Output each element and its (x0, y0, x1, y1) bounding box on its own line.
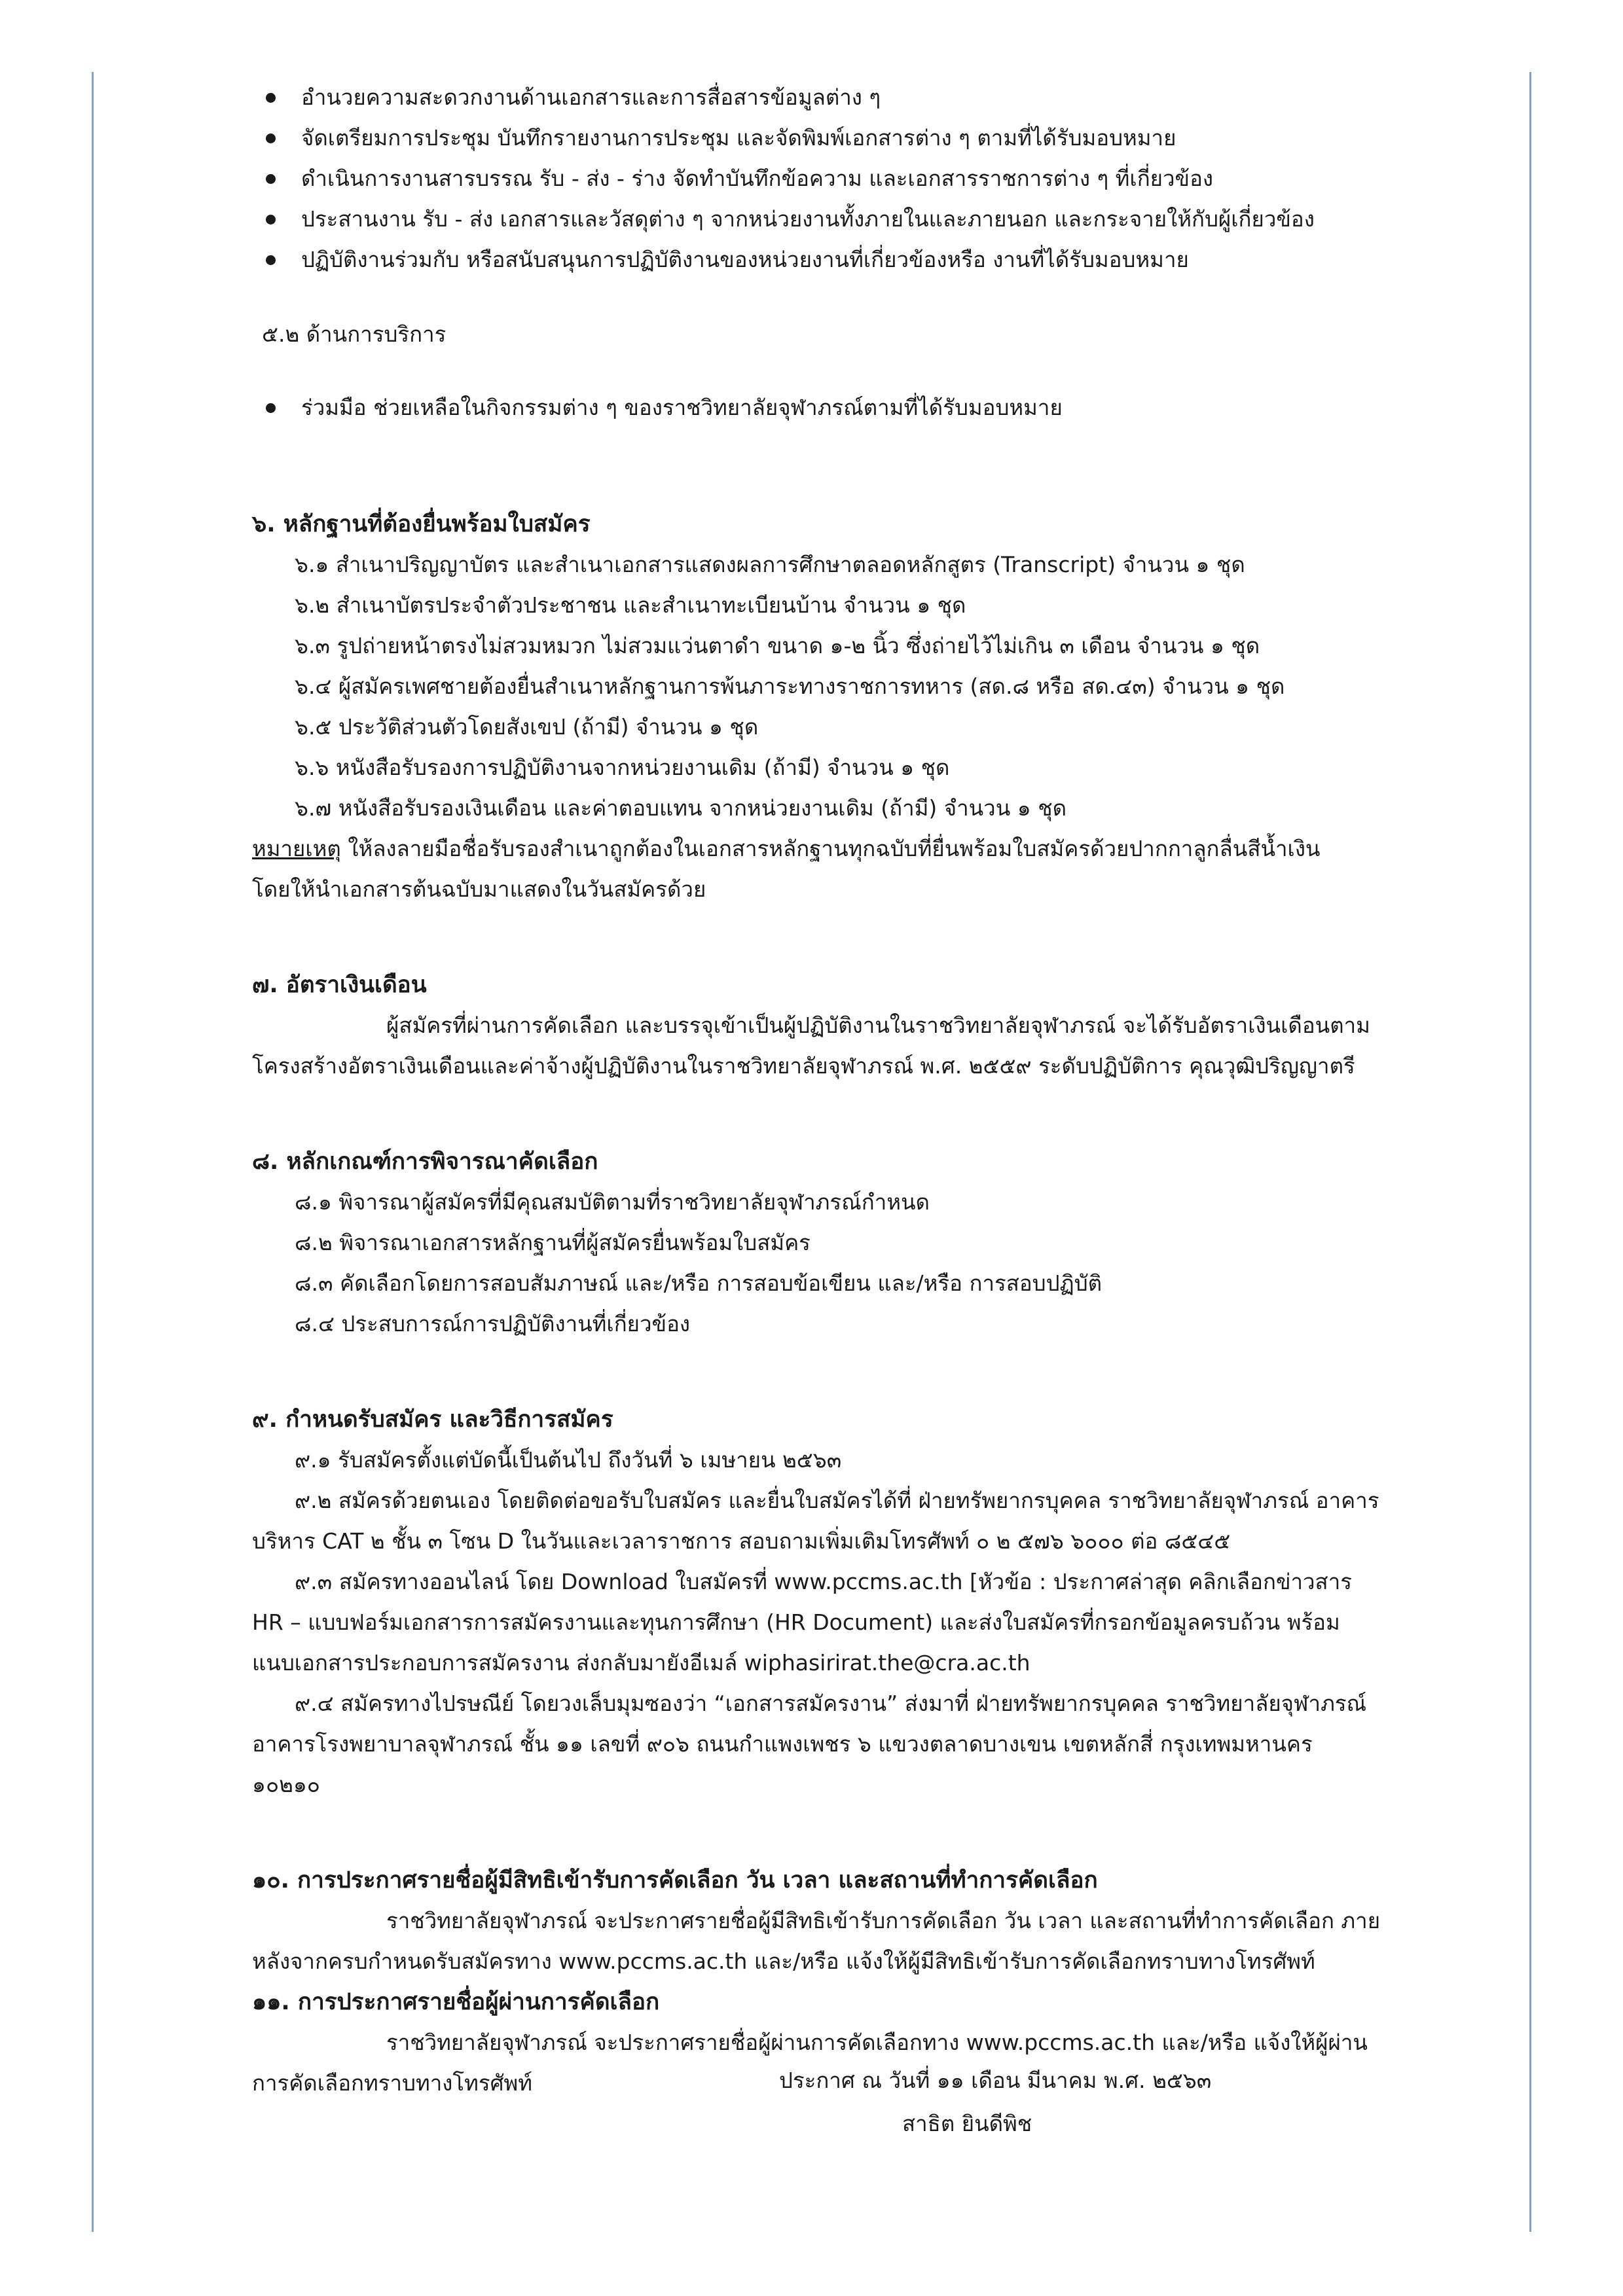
list-item-continuation: HR – แบบฟอร์มเอกสารการสมัครงานและทุนการศึกษา (HR Document) และส่งใบสมัครที่กรอกข้อมูลครบถ้วน พร้อม (252, 1609, 1340, 1635)
list-item: ๘.๒ พิจารณาเอกสารหลักฐานที่ผู้สมัครยื่นพร้อมใบสมัคร (295, 1230, 811, 1255)
list-item: ๙.๒ สมัครด้วยตนเอง โดยติดต่อขอรับใบสมัคร และยื่นใบสมัครได้ที่ ฝ่ายทรัพยากรบุคคล ราชวิทยาลัยจุฬาภรณ์ อาคาร (295, 1488, 1379, 1513)
note-label: หมายเหตุ (252, 836, 341, 861)
list-item: ๘.๔ ประสบการณ์การปฏิบัติงานที่เกี่ยวข้อง (295, 1311, 691, 1336)
bullet-icon (266, 93, 276, 103)
bullet-icon (266, 403, 276, 413)
list-item-continuation: แนบเอกสารประกอบการสมัครงาน ส่งกลับมายังอีเมล์ wiphasirirat.the@cra.ac.th (252, 1650, 1030, 1676)
right-margin-rule (1529, 72, 1531, 2232)
section-title: ๗. อัตราเงินเดือน (252, 972, 427, 998)
section-title: ๙. กำหนดรับสมัคร และวิธีการสมัคร (252, 1407, 613, 1433)
bullet-icon (266, 255, 276, 265)
list-item: ประสานงาน รับ - ส่ง เอกสารและวัสดุต่าง ๆ จากหน่วยงานทั้งภายในและภายนอก และกระจายให้กับผู้เกี่ยวข้อง (262, 199, 1506, 240)
section-candidate-announcement (252, 1860, 1506, 1982)
signatory-name: สาธิต ยินดีพิช (902, 2111, 1032, 2136)
announcement-date: ประกาศ ณ วันที่ ๑๑ เดือน มีนาคม พ.ศ. ๒๕๖๓ (779, 2068, 1212, 2093)
list-item: ดำเนินการงานสารบรรณ รับ - ส่ง - ร่าง จัดทำบันทึกข้อความ และเอกสารราชการต่าง ๆ ที่เกี่ยวข้อง (262, 158, 1506, 199)
list-item: ๙.๔ สมัครทางไปรษณีย์ โดยวงเล็บมุมซองว่า “เอกสารสมัครงาน” ส่งมาที่ ฝ่ายทรัพยากรบุคคล ราชวิทยาลัยจุฬาภรณ์ (295, 1691, 1367, 1716)
subsection-heading-5-2: ๕.๒ ด้านการบริการ (262, 321, 447, 347)
list-item: ๖.๕ ประวัติส่วนตัวโดยสังเขป (ถ้ามี) จำนวน ๑ ชุด (295, 714, 759, 740)
bullet-icon (266, 174, 276, 184)
left-margin-rule (92, 72, 94, 2232)
list-item: ๖.๔ ผู้สมัครเพศชายต้องยื่นสำเนาหลักฐานการพ้นภาระทางราชการทหาร (สด.๘ หรือ สด.๔๓) จำนวน ๑ ชุด (295, 673, 1285, 699)
list-item: ๖.๓ รูปถ่ายหน้าตรงไม่สวมหมวก ไม่สวมแว่นตาดำ ขนาด ๑-๒ นิ้ว ซึ่งถ่ายไว้ไม่เกิน ๓ เดือน จำนวน ๑ ชุด (295, 633, 1260, 658)
list-item: ๖.๖ หนังสือรับรองการปฏิบัติงานจากหน่วยงานเดิม (ถ้ามี) จำนวน ๑ ชุด (295, 755, 950, 780)
list-item: ๘.๓ คัดเลือกโดยการสอบสัมภาษณ์ และ/หรือ การสอบข้อเขียน และ/หรือ การสอบปฏิบัติ (295, 1270, 1103, 1296)
note: หมายเหตุ ให้ลงลายมือชื่อรับรองสำเนาถูกต้องในเอกสารหลักฐานทุกฉบับที่ยื่นพร้อมใบสมัครด้วยปากกาลูกลื่นสีน้ำเงิน (252, 836, 1321, 861)
paragraph-continuation: โครงสร้างอัตราเงินเดือนและค่าจ้างผู้ปฏิบัติงานในราชวิทยาลัยจุฬาภรณ์ พ.ศ. ๒๕๕๙ ระดับปฏิบัติการ คุณวุฒิปริญญาตรี (252, 1053, 1355, 1079)
duties-bullet-list (262, 77, 1506, 280)
section-documents (252, 504, 1506, 910)
paragraph-continuation: หลังจากครบกำหนดรับสมัครทาง www.pccms.ac.th และ/หรือ แจ้งให้ผู้มีสิทธิเข้ารับการคัดเลือกทราบทางโทรศัพท์ (252, 1948, 1315, 1974)
note-continuation: โดยให้นำเอกสารต้นฉบับมาแสดงในวันสมัครด้วย (252, 876, 706, 902)
bullet-icon (266, 134, 276, 143)
list-item: ๙.๓ สมัครทางออนไลน์ โดย Download ใบสมัครที่ www.pccms.ac.th [หัวข้อ : ประกาศล่าสุด คลิกเลือกข่าวสาร (295, 1569, 1352, 1594)
list-item: จัดเตรียมการประชุม บันทึกรายงานการประชุม และจัดพิมพ์เอกสารต่าง ๆ ตามที่ได้รับมอบหมาย (262, 118, 1506, 158)
section-title: ๑๐. การประกาศรายชื่อผู้มีสิทธิเข้ารับการคัดเลือก วัน เวลา และสถานที่ทำการคัดเลือก (252, 1867, 1098, 1893)
section-title: ๑๑. การประกาศรายชื่อผู้ผ่านการคัดเลือก (252, 1989, 660, 2015)
list-item: อำนวยความสะดวกงานด้านเอกสารและการสื่อสารข้อมูลต่าง ๆ (262, 77, 1506, 118)
section-title: ๖. หลักฐานที่ต้องยื่นพร้อมใบสมัคร (252, 511, 591, 537)
section-title: ๘. หลักเกณฑ์การพิจารณาคัดเลือก (252, 1149, 598, 1175)
section-criteria (252, 1141, 1506, 1344)
document-body (252, 77, 1506, 2104)
paragraph: ราชวิทยาลัยจุฬาภรณ์ จะประกาศรายชื่อผู้ผ่านการคัดเลือกทาง www.pccms.ac.th และ/หรือ แจ้งให้ผู้ผ่าน (386, 2030, 1368, 2055)
paragraph: ราชวิทยาลัยจุฬาภรณ์ จะประกาศรายชื่อผู้มีสิทธิเข้ารับการคัดเลือก วัน เวลา และสถานที่ทำการคัดเลือก ภาย (386, 1908, 1381, 1933)
list-item: ๖.๑ สำเนาปริญญาบัตร และสำเนาเอกสารแสดงผลการศึกษาตลอดหลักสูตร (Transcript) จำนวน ๑ ชุด (295, 552, 1245, 577)
service-bullet-list (262, 387, 1506, 428)
list-item: ๙.๑ รับสมัครตั้งแต่บัดนี้เป็นต้นไป ถึงวันที่ ๖ เมษายน ๒๕๖๓ (295, 1447, 842, 1473)
list-item: ๖.๗ หนังสือรับรองเงินเดือน และค่าตอบแทน จากหน่วยงานเดิม (ถ้ามี) จำนวน ๑ ชุด (295, 795, 1067, 821)
bullet-icon (266, 215, 276, 224)
list-item-continuation: ๑๐๒๑๐ (252, 1772, 320, 1797)
paragraph: ผู้สมัครที่ผ่านการคัดเลือก และบรรจุเข้าเป็นผู้ปฏิบัติงานในราชวิทยาลัยจุฬาภรณ์ จะได้รับอัตราเงินเดือนตาม (386, 1013, 1370, 1038)
list-item: ๖.๒ สำเนาบัตรประจำตัวประชาชน และสำเนาทะเบียนบ้าน จำนวน ๑ ชุด (295, 592, 966, 618)
section-salary (252, 965, 1506, 1086)
list-item: ๘.๑ พิจารณาผู้สมัครที่มีคุณสมบัติตามที่ราชวิทยาลัยจุฬาภรณ์กำหนด (295, 1189, 930, 1215)
section-application (252, 1399, 1506, 1805)
list-item-continuation: อาคารโรงพยาบาลจุฬาภรณ์ ชั้น ๑๑ เลขที่ ๙๐๖ ถนนกำแพงเพชร ๖ แขวงตลาดบางเขน เขตหลักสี่ กรุงเทพมหานคร (252, 1731, 1313, 1757)
list-item-continuation: บริหาร CAT ๒ ชั้น ๓ โซน D ในวันและเวลาราชการ สอบถามเพิ่มเติมโทรศัพท์ ๐ ๒ ๕๗๖ ๖๐๐๐ ต่อ ๘๕๔๕ (252, 1528, 1231, 1554)
list-item: ปฏิบัติงานร่วมกับ หรือสนับสนุนการปฏิบัติงานของหน่วยงานที่เกี่ยวข้องหรือ งานที่ได้รับมอบหมาย (262, 240, 1506, 280)
list-item: ร่วมมือ ช่วยเหลือในกิจกรรมต่าง ๆ ของราชวิทยาลัยจุฬาภรณ์ตามที่ได้รับมอบหมาย (262, 387, 1506, 428)
paragraph-continuation: การคัดเลือกทราบทางโทรศัพท์ (252, 2070, 533, 2096)
